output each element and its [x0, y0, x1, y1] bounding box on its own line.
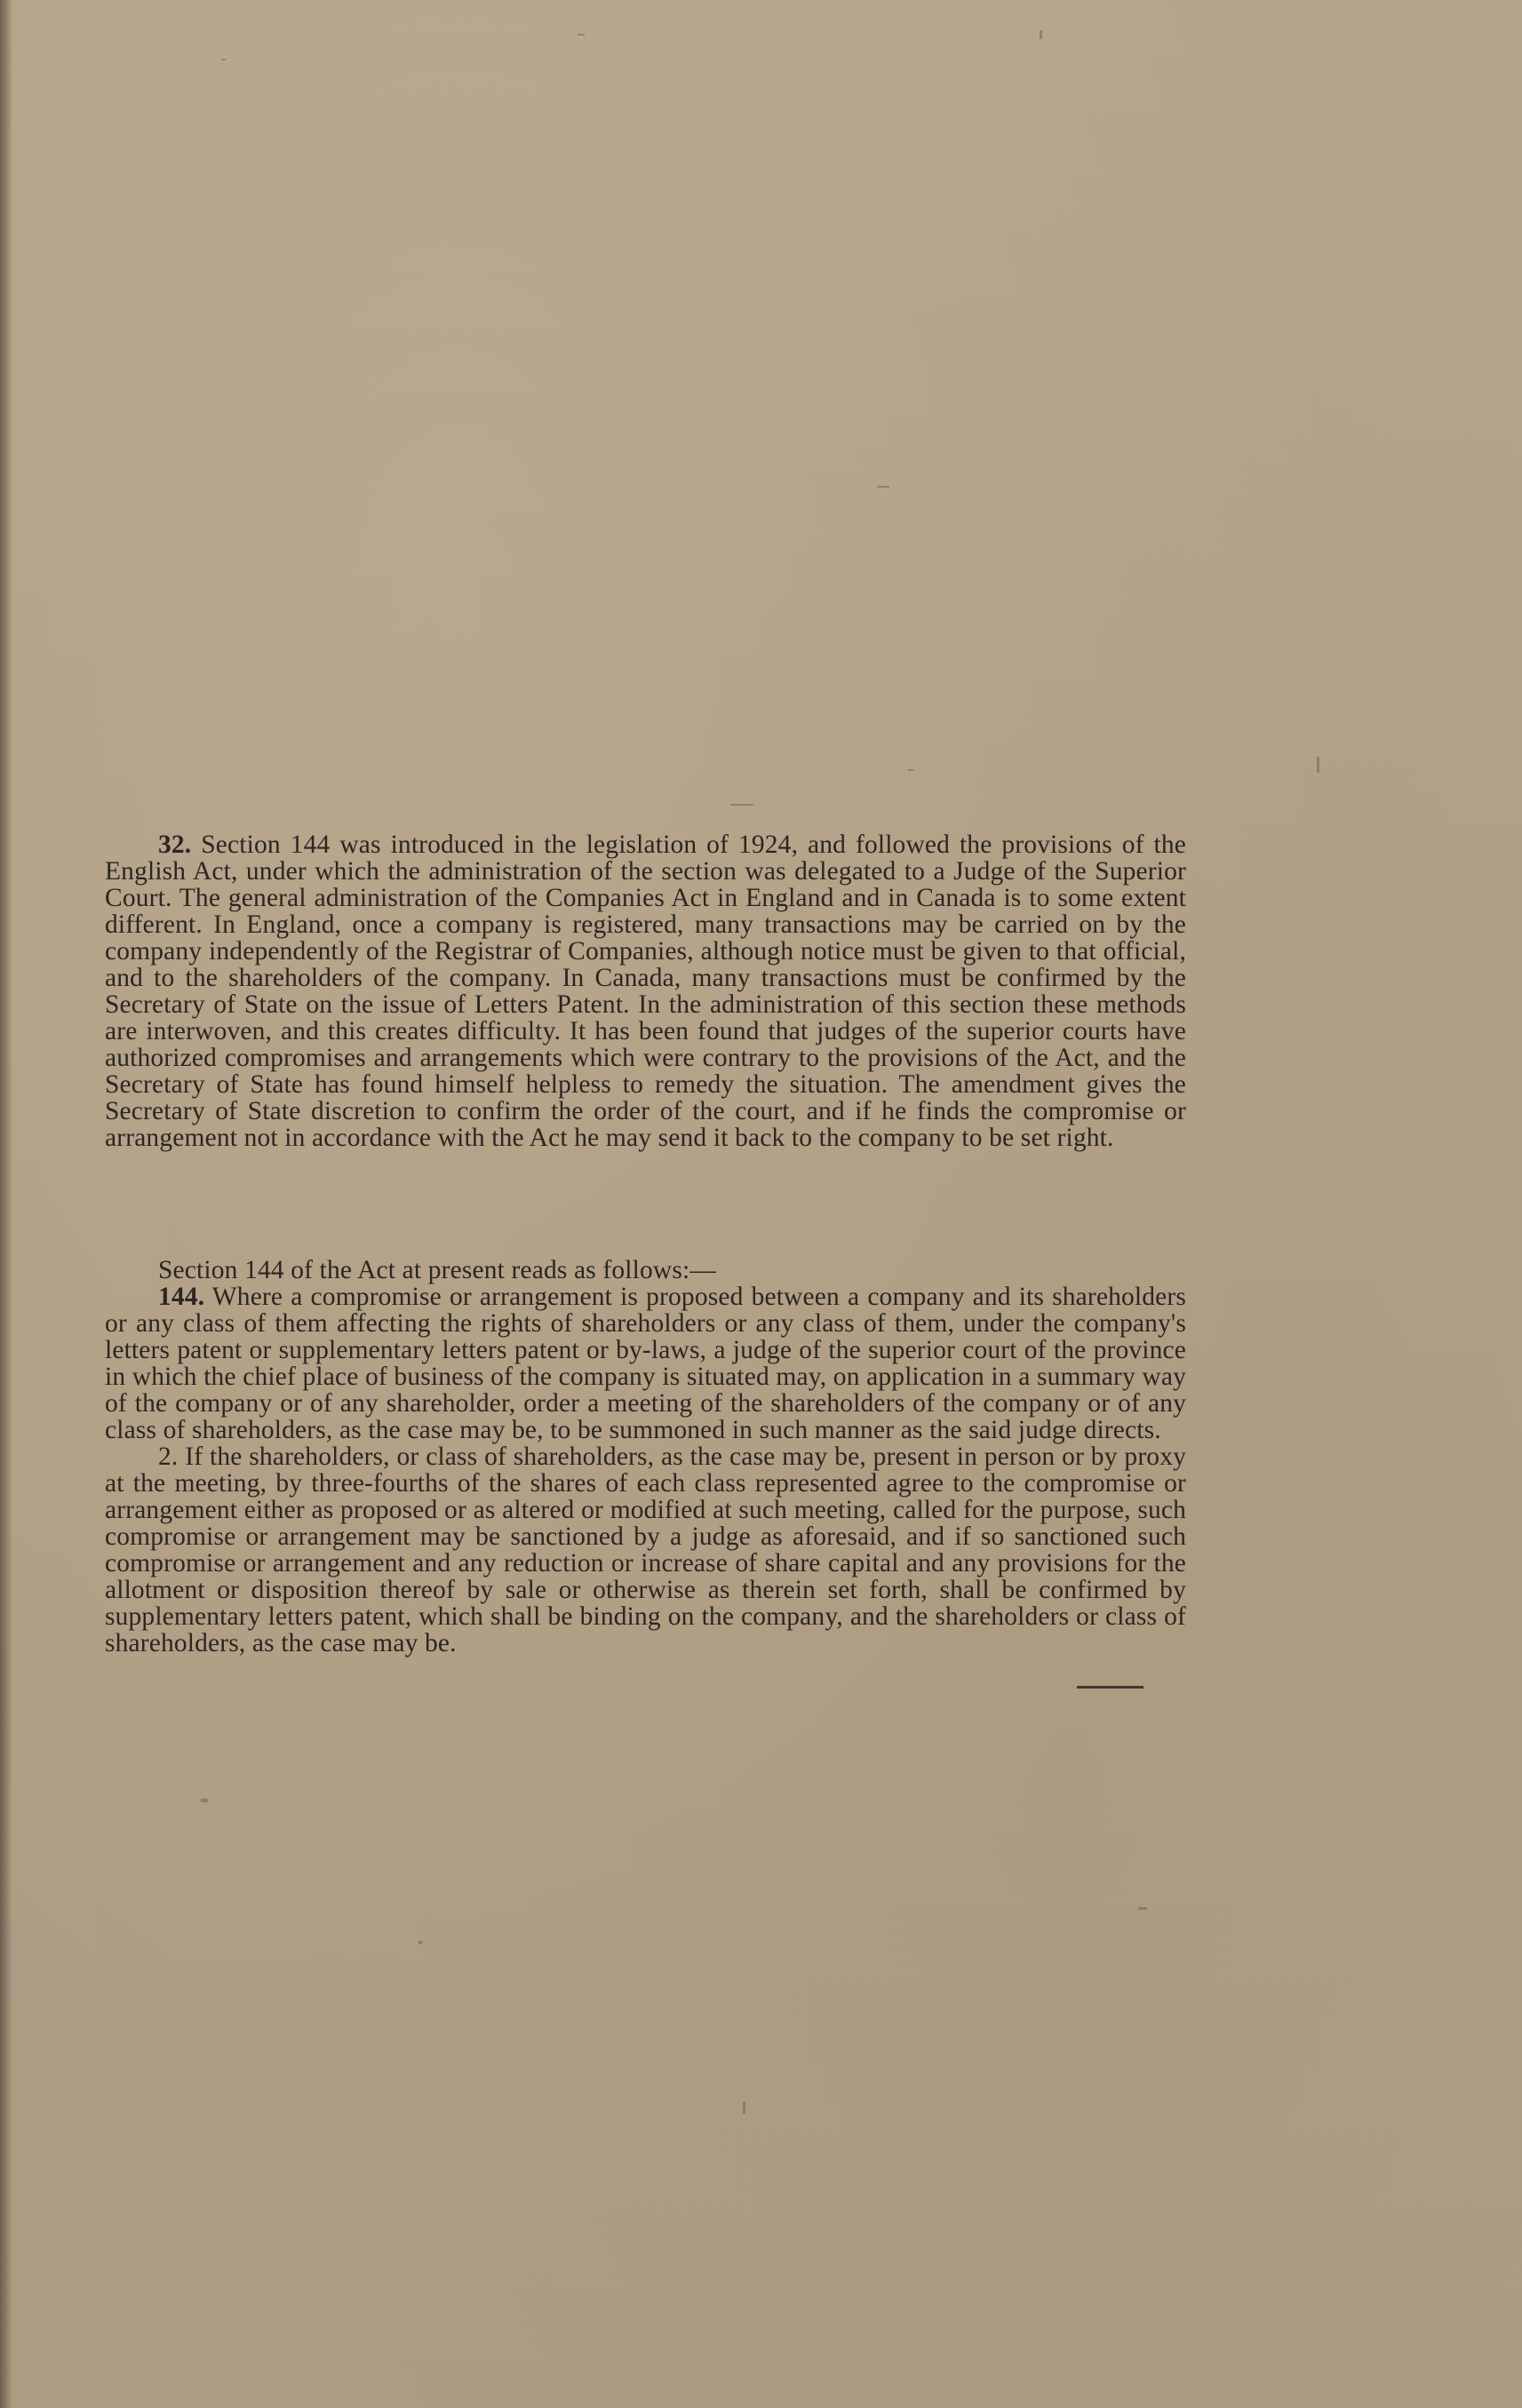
page-binding-edge — [0, 0, 12, 2408]
pencil-underline-mark — [1077, 1686, 1143, 1689]
paragraph-text: Section 144 was introduced in the legislation of 1924, and followed the provisions of the English Act, under which the administration of the section was delegated to a Judge of the Superior Court. The general administration of the Companies Act in England and in Canada is to some extent different. In England, once a company is registered, many transactions may be carried on by the company independently of the Registrar of Companies, although notice must be given to that official, and to the shareholders of the company. In Canada, many transactions must be confirmed by the Secretary of State on the issue of Letters Patent. In the administration of this section these methods are interwoven, and this creates difficulty. It has been found that judges of the superior courts have authorized compromises and arrangements which were contrary to the provisions of the Act, and the Secretary of State has found himself helpless to remedy the situation. The amendment gives the Secretary of State discretion to confirm the order of the court, and if he finds the compromise or arrangement not in accordance with the Act he may send it back to the company to be set right. — [105, 830, 1186, 1152]
subsection-2-paragraph — [105, 1443, 1186, 1657]
paper-speck — [908, 769, 913, 771]
paper-speck — [730, 804, 753, 806]
section-number: 144. — [158, 1283, 205, 1311]
paper-speck — [222, 59, 226, 60]
section-144-paragraph — [105, 1283, 1186, 1443]
paper-speck — [877, 486, 889, 488]
paragraph-32 — [105, 831, 1186, 1151]
paper-speck — [1317, 757, 1319, 773]
paper-speck — [201, 1799, 208, 1802]
paper-speck — [578, 34, 585, 36]
paper-speck — [1040, 30, 1042, 39]
subsection-text: If the shareholders, or class of shareholders, as the case may be, present in person or by proxy at the meeting, by three-fourths of the shares of each class represented agree to the compromise or arrangement either as proposed or as altered or modified at such meeting, called for the purpose, such compromise or arrangement may be sanctioned by a judge as aforesaid, and if so sanctioned such compromise or arrangement and any reduction or increase of share capital and any provisions for the allotment or disposition thereof by sale or otherwise as therein set forth, shall be confirmed by supplementary letters patent, which shall be binding on the company, and the shareholders or class of shareholders, as the case may be. — [105, 1442, 1186, 1657]
paper-speck — [743, 2102, 745, 2114]
paper-speck — [1138, 1907, 1147, 1910]
subsection-number: 2. — [158, 1442, 179, 1471]
quoted-section-block — [105, 1257, 1186, 1657]
intro-line: Section 144 of the Act at present reads as follows:— — [158, 1256, 716, 1284]
paragraph-number: 32. — [158, 830, 192, 859]
commentary-block — [105, 831, 1186, 1151]
section-text: Where a compromise or arrangement is proposed between a company and its shareholders or any class of them affecting the rights of shareholders or any class of them, under the company's letters patent or supplementary letters patent or by-laws, a judge of the superior court of the province in which the chief place of business of the company is situated may, on application in a summary way of the company or of any shareholder, order a meeting of the shareholders of the company or of any class of shareholders, as the case may be, to be summoned in such manner as the said judge directs. — [105, 1283, 1186, 1444]
paper-speck — [418, 1941, 422, 1944]
